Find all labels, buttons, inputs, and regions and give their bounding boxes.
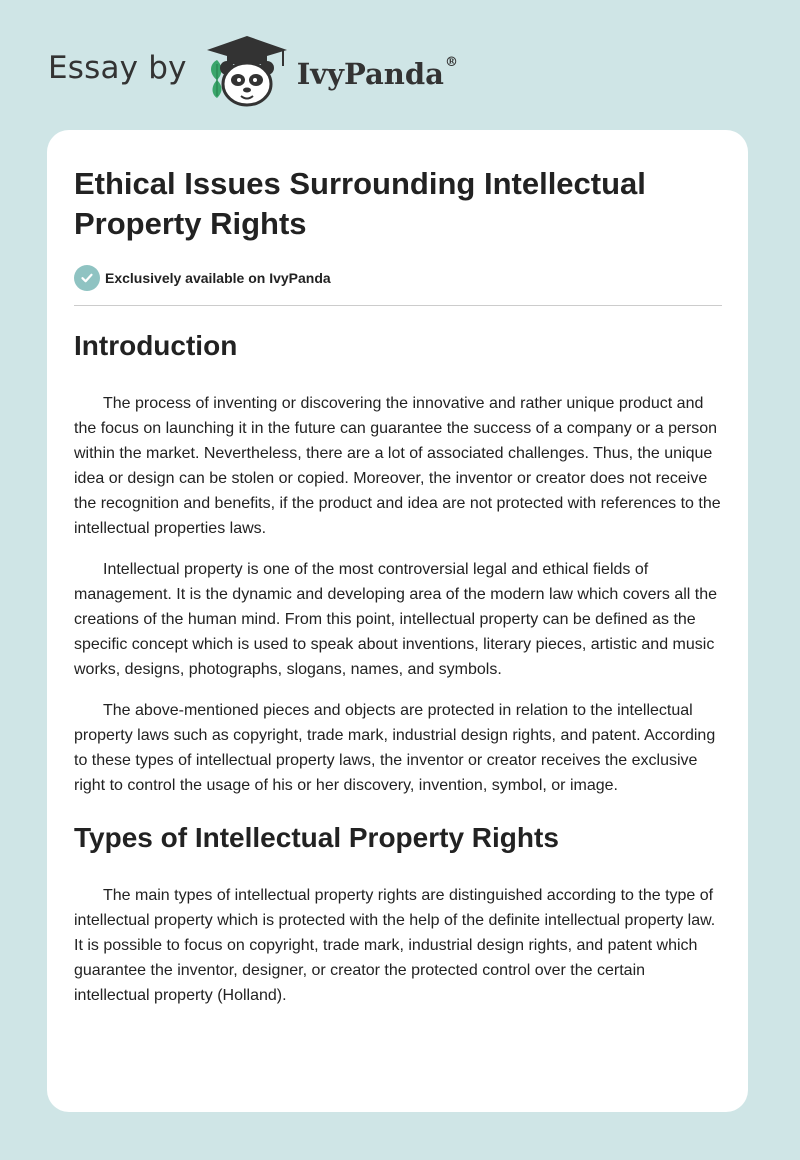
essay-by-label: Essay by [48,50,187,86]
divider [74,305,722,306]
paragraph: The process of inventing or discovering the innovative and rather unique product and the focus on launching it in the future can guarantee the success of a company or a person within the market. Nevertheless, there are a lot of associated challenges. Thus, the unique idea or design can be stolen or copied. Moreover, the inventor or creator does not receive the recognition and benefits, if the product and idea are not protected with references to the intellectual properties laws. [74,395,721,537]
paragraph: The main types of intellectual property rights are distinguished according to the type of intellectual property which is protected with the help of the definite intellectual property law. It is possible to focus on copyright, trade mark, industrial design rights, and patent which guarantee the inventor, designer, or creator the protected control over the certain intellectual property (Holland). [74,887,716,1004]
badge-text: Exclusively available on IvyPanda [105,270,331,286]
page-title: Ethical Issues Surrounding Intellectual Property Rights [74,166,646,241]
panda-logo-icon[interactable] [203,34,291,110]
brand-name[interactable]: IvyPanda® [296,55,458,91]
exclusive-badge [74,264,722,292]
essay-card [47,130,748,1112]
paragraph: The above-mentioned pieces and objects are protected in relation to the intellectual property laws such as copyright, trade mark, industrial design rights, and patent. According to these types of intellectual property laws, the inventor or creator receives the exclusive right to control the usage of his or her discovery, invention, symbol, or image. [74,702,716,794]
site-header [48,34,458,110]
check-circle-icon [74,265,100,291]
section-heading-introduction: Introduction [74,330,238,361]
section-heading-types: Types of Intellectual Property Rights [74,822,559,853]
paragraph: Intellectual property is one of the most controversial legal and ethical fields of management. It is the dynamic and developing area of the modern law which covers all the creations of the human mind. From this point, intellectual property can be defined as the specific concept which is used to speak about inventions, literary pieces, artistic and music works, designs, photographs, slogans, names, and symbols. [74,561,718,678]
trademark-symbol: ® [444,55,458,70]
